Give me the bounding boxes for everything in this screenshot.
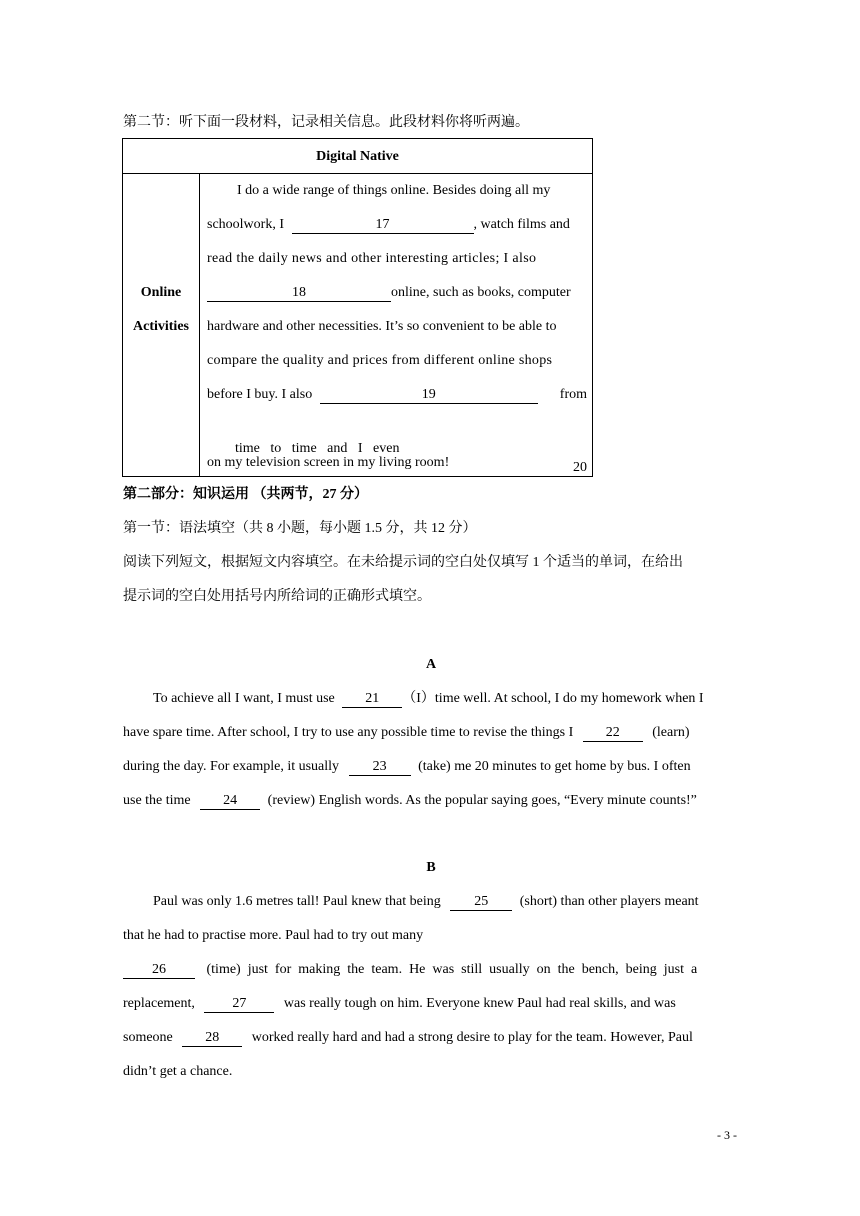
passage-text: someone — [123, 1030, 173, 1045]
page-number: - 3 - — [717, 1128, 737, 1142]
table-text: time to time and I even — [235, 441, 400, 456]
passage-line — [123, 791, 739, 811]
table-text: schoolwork, I — [207, 217, 284, 232]
passage-text: (time) just for making the team. He was still usually on the bench, being just a — [206, 962, 698, 977]
passage-text: （I）time well. At school, I do my homework when I — [402, 691, 704, 706]
passage-line — [123, 892, 739, 912]
passage-text: (short) than other players meant — [519, 894, 699, 909]
table-line — [207, 385, 587, 405]
section-instruction: 第二节：听下面一段材料，记录相关信息。此段材料你将听两遍。 — [123, 115, 529, 130]
table-line: read the daily news and other interesting articles; I also — [207, 251, 537, 266]
table-line: on my television screen in my living room! — [207, 455, 450, 470]
part2-instruction-line2: 提示词的空白处用括号内所给词的正确形式填空。 — [123, 589, 431, 604]
passage-text: during the day. For example, it usually — [123, 759, 340, 774]
digital-native-table — [122, 138, 593, 477]
row-label-activities: Activities — [133, 319, 189, 334]
passage-text: replacement, — [123, 996, 195, 1011]
answer-blank-27[interactable]: 27 — [204, 995, 274, 1013]
passage-text: (review) English words. As the popular saying goes, “Every minute counts!” — [267, 793, 697, 808]
passage-line: that he had to practise more. Paul had to try out many — [123, 928, 424, 943]
answer-blank-28[interactable]: 28 — [182, 1029, 242, 1047]
table-line — [207, 215, 587, 235]
answer-blank-19[interactable]: 19 — [320, 386, 538, 404]
answer-blank-21[interactable]: 21 — [342, 690, 402, 708]
answer-blank-17[interactable]: 17 — [292, 216, 474, 234]
table-content-cell — [200, 174, 592, 476]
table-text: before I buy. I also — [207, 387, 313, 402]
answer-blank-25[interactable]: 25 — [450, 893, 512, 911]
passage-text: (learn) — [652, 725, 690, 740]
table-line: hardware and other necessities. It’s so convenient to be able to — [207, 319, 557, 334]
passage-text: Paul was only 1.6 metres tall! Paul knew that being — [153, 894, 441, 909]
table-text: , watch films and — [473, 217, 570, 232]
table-text: online, such as books, computer — [391, 285, 571, 300]
passage-line — [123, 689, 739, 709]
table-line — [207, 283, 587, 303]
answer-blank-20[interactable]: 20 — [401, 459, 587, 477]
row-label-online: Online — [140, 285, 182, 300]
answer-blank-22[interactable]: 22 — [583, 724, 643, 742]
part2-instruction-line1: 阅读下列短文，根据短文内容填空。在未给提示词的空白处仅填写 1 个适当的单词，在给出 — [123, 555, 683, 570]
passage-text: To achieve all I want, I must use — [153, 691, 335, 706]
passage-text: (take) me 20 minutes to get home by bus. I often — [418, 759, 691, 774]
passage-text: have spare time. After school, I try to use any possible time to revise the things I — [123, 725, 574, 740]
part2-heading: 第二部分：知识运用 （共两节，27 分） — [123, 487, 368, 502]
passage-line — [123, 960, 739, 980]
table-row-label-cell — [123, 174, 200, 476]
passage-line — [123, 723, 739, 743]
answer-blank-26[interactable]: 26 — [123, 961, 195, 979]
passage-line — [123, 994, 739, 1014]
passage-line — [123, 1028, 739, 1048]
table-text: from — [559, 387, 587, 402]
passage-b-heading: B — [426, 860, 436, 875]
answer-blank-23[interactable]: 23 — [349, 758, 411, 776]
part2-section1: 第一节：语法填空（共 8 小题，每小题 1.5 分，共 12 分） — [123, 521, 477, 536]
table-title: Digital Native — [123, 139, 592, 174]
passage-text: was really tough on him. Everyone knew Paul had real skills, and was — [283, 996, 676, 1011]
passage-line: didn’t get a chance. — [123, 1064, 233, 1079]
passage-line — [123, 757, 739, 777]
passage-a-heading: A — [425, 657, 437, 672]
table-line: I do a wide range of things online. Besides doing all my — [237, 183, 551, 198]
passage-text: use the time — [123, 793, 191, 808]
table-line: compare the quality and prices from different online shops — [207, 353, 553, 368]
answer-blank-18[interactable]: 18 — [207, 284, 391, 302]
passage-text: worked really hard and had a strong desire to play for the team. However, Paul — [251, 1030, 693, 1045]
answer-blank-24[interactable]: 24 — [200, 792, 260, 810]
